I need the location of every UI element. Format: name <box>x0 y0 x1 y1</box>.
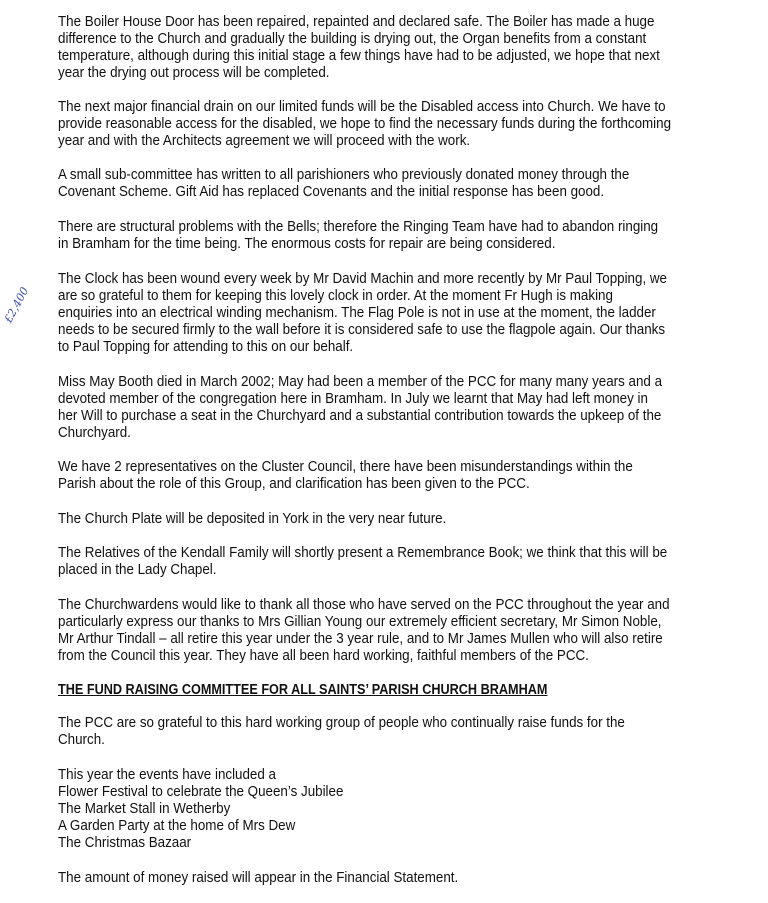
text-line: in Bramham for the time being. The enormous costs for repair are being considered. <box>58 236 556 252</box>
list-item: The Market Stall in Wetherby <box>58 801 231 817</box>
text-line: her Will to purchase a seat in the Churchyard and a substantial contribution towards the upkeep of the <box>58 408 662 424</box>
text-line: Parish about the role of this Group, and clarification has been given to the PCC. <box>58 476 530 492</box>
text-line: Churchyard. <box>58 425 131 441</box>
text-line: The Clock has been wound every week by Mr David Machin and more recently by Mr Paul Topping, we <box>58 271 667 287</box>
list-item: A Garden Party at the home of Mrs Dew <box>58 818 296 834</box>
handwritten-annotation: £2,400 <box>1 284 32 326</box>
text-line: to Paul Topping for attending to this on our behalf. <box>58 339 354 355</box>
text-line: Miss May Booth died in March 2002; May had been a member of the PCC for many many years and a <box>58 374 663 390</box>
text-line: Covenant Scheme. Gift Aid has replaced Covenants and the initial response has been good. <box>58 184 605 200</box>
list-item: The Christmas Bazaar <box>58 835 192 851</box>
text-line: devoted member of the congregation here in Bramham. In July we learnt that May had left money in <box>58 391 648 407</box>
section-heading: THE FUND RAISING COMMITTEE FOR ALL SAINTS’ PARISH CHURCH BRAMHAM <box>58 682 548 698</box>
text-line: year and with the Architects agreement we will proceed with the work. <box>58 133 471 149</box>
text-line: Mr Arthur Tindall – all retire this year under the 3 year rule, and to Mr James Mullen who will also retire <box>58 631 663 647</box>
text-line: The Relatives of the Kendall Family will shortly present a Remembrance Book; we think that this will be <box>58 545 668 561</box>
text-line: The Church Plate will be deposited in York in the very near future. <box>58 511 447 527</box>
text-line: placed in the Lady Chapel. <box>58 562 217 578</box>
text-line: needs to be secured firmly to the wall before it is considered safe to use the flagpole again. Our thanks <box>58 322 666 338</box>
text-line: Church. <box>58 732 105 748</box>
text-line: A small sub-committee has written to all parishioners who previously donated money through the <box>58 167 630 183</box>
text-line: year the drying out process will be completed. <box>58 65 330 81</box>
text-line: particularly express our thanks to Mrs Gillian Young our extremely efficient secretary, Mr Simon Noble, <box>58 614 662 630</box>
text-line: temperature, although during this initial stage a few things have had to be adjusted, we hope that next <box>58 48 660 64</box>
text-line: difference to the Church and gradually the building is drying out, the Organ benefits from a constant <box>58 31 647 47</box>
closing-line: The amount of money raised will appear in the Financial Statement. <box>58 870 459 886</box>
text-line: The next major financial drain on our limited funds will be the Disabled access into Church. We have to <box>58 99 666 115</box>
text-line: The PCC are so grateful to this hard working group of people who continually raise funds for the <box>58 715 625 731</box>
events-intro: This year the events have included a <box>58 767 276 783</box>
text-line: The Boiler House Door has been repaired, repainted and declared safe. The Boiler has made a huge <box>58 14 655 30</box>
text-line: There are structural problems with the Bells; therefore the Ringing Team have had to abandon ringing <box>58 219 659 235</box>
text-line: enquiries into an electrical winding mechanism. The Flag Pole is not in use at the moment, the ladder <box>58 305 656 321</box>
text-line: The Churchwardens would like to thank all those who have served on the PCC throughout the year and <box>58 597 670 613</box>
text-line: provide reasonable access for the disabled, we hope to find the necessary funds during the forthcoming <box>58 116 672 132</box>
text-line: are so grateful to them for keeping this lovely clock in order. At the moment Fr Hugh is making <box>58 288 613 304</box>
list-item: Flower Festival to celebrate the Queen’s Jubilee <box>58 784 344 800</box>
text-line: from the Council this year. They have all been hard working, faithful members of the PCC. <box>58 648 589 664</box>
text-line: We have 2 representatives on the Cluster Council, there have been misunderstandings within the <box>58 459 633 475</box>
